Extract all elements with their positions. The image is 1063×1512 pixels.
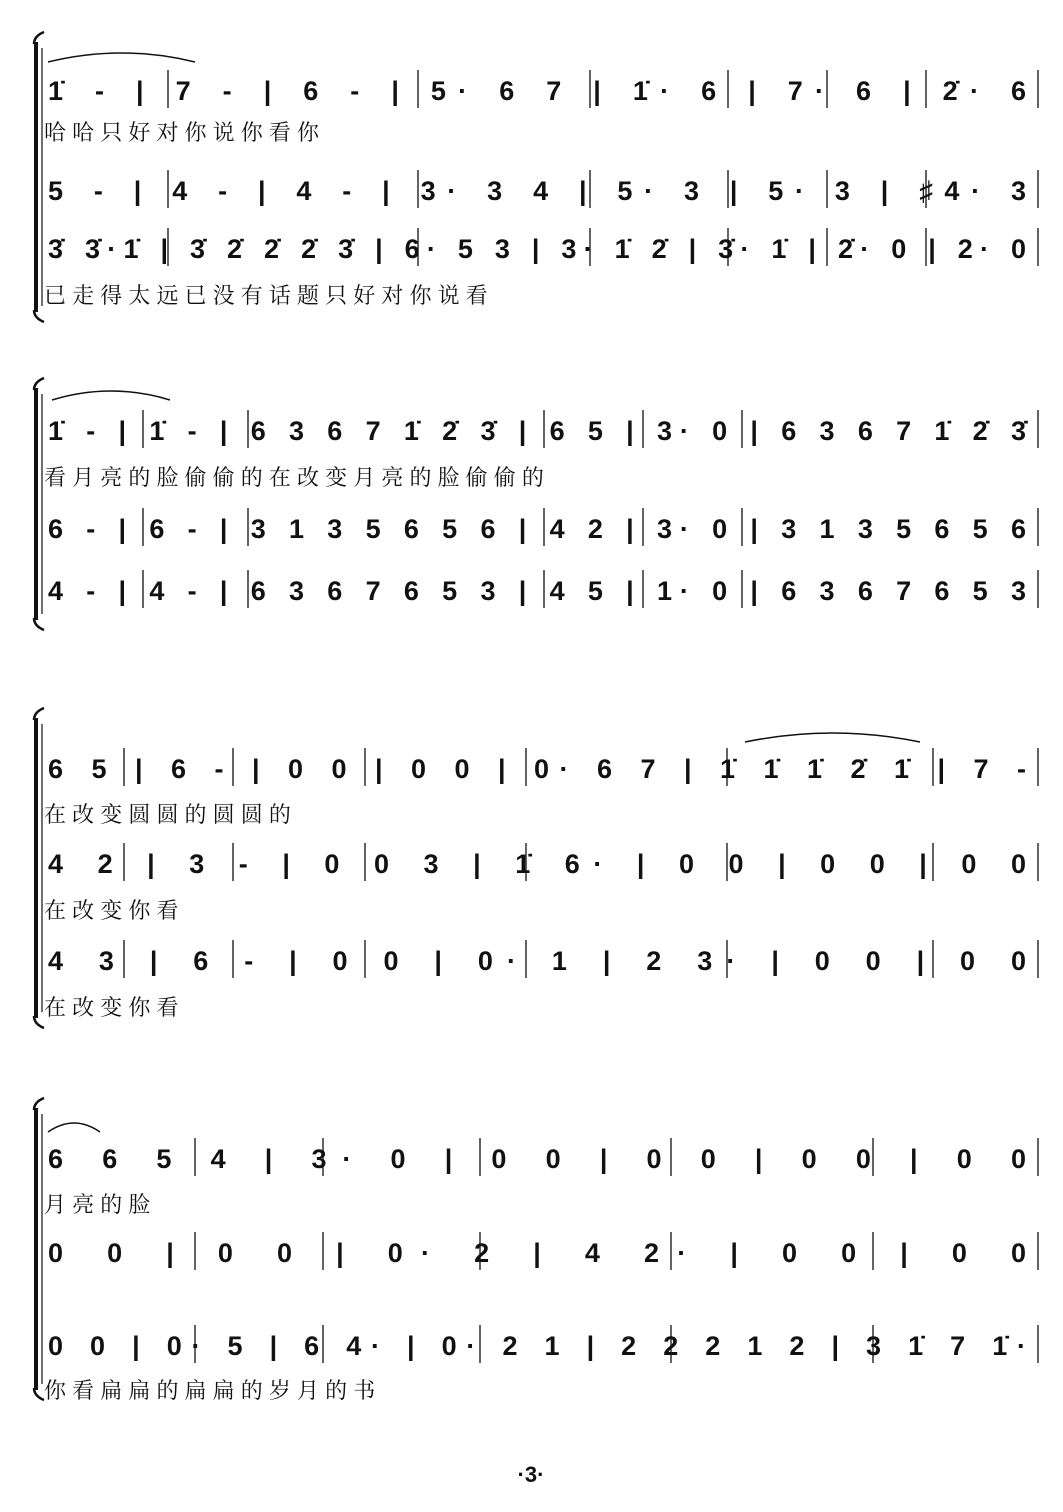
notation-line: 6 - | 6 - | 3 1 3 5 6 5 6 | 4 2 | 3· 0 | 3 1 3 5 6 5 6 [48,514,1027,544]
page-number: ·3· [517,1462,545,1487]
notation-line: 4 3 | 6 - | 0 0 | 0· 1 | 2 3· | 0 0 | 0 0 [48,946,1026,976]
lyric-line: 在 改 变 圆 圆 的 圆 圆 的 [44,802,291,827]
notation-line: 0 0 | 0 0 | 0· 2 | 4 2· | 0 0 | 0 0 [48,1238,1026,1268]
score-system [34,378,1038,630]
lyric-line: 在 改 变 你 看 [44,898,179,923]
notation-line: 6 5 | 6 - | 0 0 | 0 0 | 0· 6 7 | 1̇ 1̇ 1̇ 2̇ 1̇ | 7 - [48,754,1026,784]
notation-line: 3̇ 3̇·1̇ | 3̇ 2̇ 2̇ 2̇ 3̇ | 6· 5 3 | 3· 1̇ 2̇ | 3̇· 1̇ | 2̇· 0 | 2· 0 [48,234,1027,264]
notation-line: 4 2 | 3 - | 0 0 3 | 1̇ 6· | 0 0 | 0 0 | 0 0 [48,849,1027,879]
notation-line: 0 0 | 0· 5 | 6 4· | 0· 2 1 | 2 2 2 1 2 | 3 1̇ 7 1̇· [48,1331,1026,1361]
score-systems [34,32,1038,1403]
slur [48,53,195,62]
score-system [34,708,1038,1028]
lyric-line: 看 月 亮 的 脸 偷 偷 的 在 改 变 月 亮 的 脸 偷 偷 的 [44,465,544,490]
slur [48,1123,100,1132]
notation-line: 1̇ - | 7 - | 6 - | 5· 6 7 | 1̇· 6 | 7· 6 | 2̇· 6 [48,76,1026,106]
notation-line: 6 6 5 4 | 3· 0 | 0 0 | 0 0 | 0 0 | 0 0 [48,1144,1027,1174]
notation-line: 1̇ - | 1̇ - | 6 3 6 7 1̇ 2̇ 3̇ | 6 5 | 3· 0 | 6 3 6 7 1̇ 2̇ 3̇ [48,416,1027,446]
lyric-line: 在 改 变 你 看 [44,995,179,1020]
lyric-line: 你 看 扁 扁 的 扁 扁 的 岁 月 的 书 [44,1378,376,1403]
score-system [34,1098,1038,1403]
slur [52,391,170,400]
score-system [34,32,1038,322]
slur [745,733,920,742]
lyric-line: 哈 哈 只 好 对 你 说 你 看 你 [44,120,320,145]
notation-line: 5 - | 4 - | 4 - | 3· 3 4 | 5· 3 | 5· 3 | ♯4· 3 [48,176,1026,206]
notation-line: 4 - | 4 - | 6 3 6 7 6 5 3 | 4 5 | 1· 0 | 6 3 6 7 6 5 3 [48,576,1027,606]
lyric-line: 月 亮 的 脸 [44,1192,151,1217]
lyric-line: 已 走 得 太 远 已 没 有 话 题 只 好 对 你 说 看 [44,283,488,308]
